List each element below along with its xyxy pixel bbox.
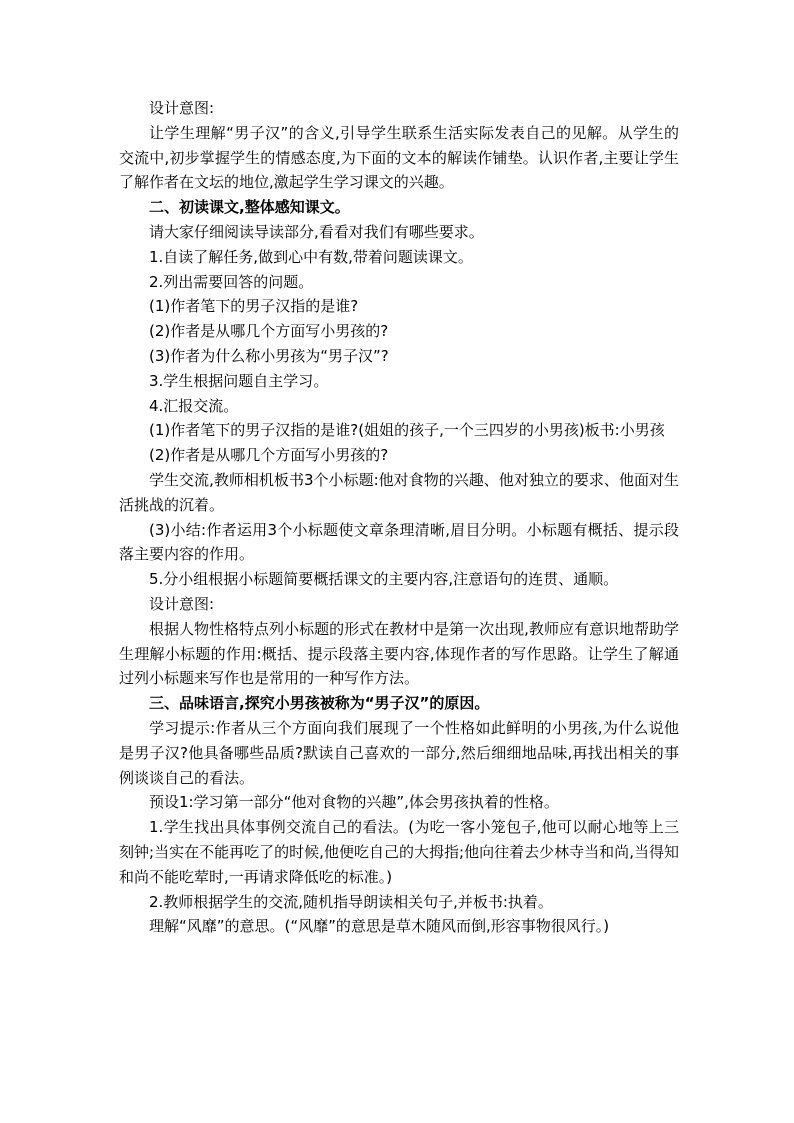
paragraph: 3.学生根据问题自主学习。 [149, 371, 329, 390]
paragraph: 1.学生找出具体事例交流自己的看法。(为吃一客小笼包子,他可以耐心地等上三刻钟;当实在不能再吃了的时候,他便吃自己的大拇指;他向往着去少林寺当和尚,当得知和尚不能吃荤时,一再请求降低吃的标准。) [119, 818, 679, 886]
paragraph: (3)小结:作者运用3个小标题使文章条理清晰,眉目分明。小标题有概括、提示段落主要内容的作用。 [119, 520, 679, 564]
paragraph: 4.汇报交流。 [149, 396, 239, 415]
paragraph: 根据人物性格特点列小标题的形式在教材中是第一次出现,教师应有意识地帮助学生理解小标题的作用:概括、提示段落主要内容,体现作者的写作思路。让学生了解通过列小标题来写作也是常用的一种写作方法。 [119, 619, 679, 688]
paragraph: 设计意图: [149, 594, 215, 613]
section-heading: 三、品味语言,探究小男孩被称为“男子汉”的原因。 [149, 694, 490, 713]
document-body [119, 96, 679, 939]
paragraph: 理解“风靡”的意思。(“风靡”的意思是草木随风而倒,形容事物很风行。) [149, 917, 610, 936]
paragraph: (3)作者为什么称小男孩为“男子汉”? [149, 346, 389, 365]
paragraph: (2)作者是从哪几个方面写小男孩的? [149, 322, 389, 341]
paragraph: (2)作者是从哪几个方面写小男孩的? [149, 446, 389, 465]
paragraph: 设计意图: [149, 99, 215, 117]
section-heading: 二、初读课文,整体感知课文。 [149, 198, 350, 217]
paragraph: 2.列出需要回答的问题。 [149, 272, 314, 291]
paragraph: 学生交流,教师相机板书3个小标题:他对食物的兴趣、他对独立的要求、他面对生活挑战的沉着。 [119, 470, 679, 514]
paragraph: 5.分小组根据小标题简要概括课文的主要内容,注意语句的连贯、通顺。 [149, 570, 619, 589]
paragraph: 1.自读了解任务,做到心中有数,带着问题读课文。 [149, 247, 473, 266]
paragraph: 预设1:学习第一部分“他对食物的兴趣”,体会男孩执着的性格。 [149, 793, 559, 812]
paragraph: 请大家仔细阅读导读部分,看看对我们有哪些要求。 [149, 222, 484, 241]
paragraph: (1)作者笔下的男子汉指的是谁? [149, 297, 359, 316]
paragraph: (1)作者笔下的男子汉指的是谁?(姐姐的孩子,一个三四岁的小男孩)板书:小男孩 [149, 421, 665, 440]
paragraph: 2.教师根据学生的交流,随机指导朗读相关句子,并板书:执着。 [149, 892, 553, 911]
paragraph: 学习提示:作者从三个方面向我们展现了一个性格如此鲜明的小男孩,为什么说他是男子汉?他具备哪些品质?默读自己喜欢的一部分,然后细细地品味,再找出相关的事例谈谈自己的看法。 [119, 718, 679, 787]
paragraph: 让学生理解“男子汉”的含义,引导学生联系生活实际发表自己的见解。从学生的交流中,初步掌握学生的情感态度,为下面的文本的解读作铺垫。认识作者,主要让学生了解作者在文坛的地位,激起学生学习课文的兴趣。 [119, 123, 679, 192]
